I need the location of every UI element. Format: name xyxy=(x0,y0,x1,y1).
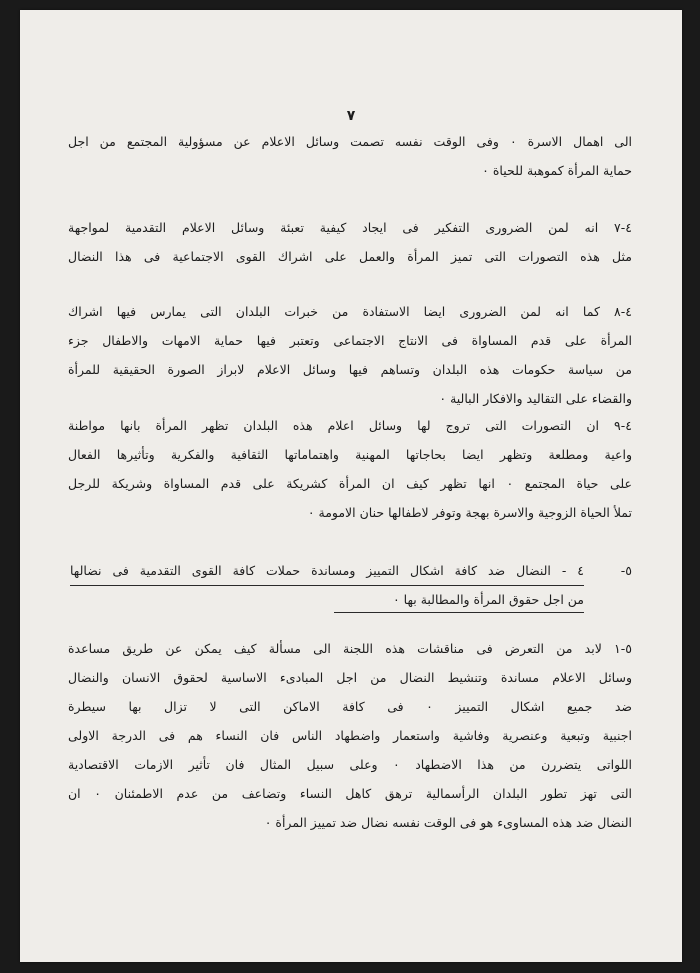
paragraph-4-7 xyxy=(68,213,632,271)
section-title-line1: ٤ - النضال ضد كافة اشكال التمييز ومساندة حملات كافة القوى التقدمية فى نضالها xyxy=(70,556,584,586)
paragraph-4-8 xyxy=(68,297,632,413)
section-title-line2: من اجل حقوق المرأة والمطالبة بها ٠ xyxy=(392,592,584,607)
text-line: النضال ضد هذه المساوىء هو فى الوقت نفسه نضال ضد تمييز المرأة ٠ xyxy=(264,815,632,830)
text-line: ضد جميع اشكال التمييز ٠ فى كافة الاماكن التى لا تزال بها سيطرة xyxy=(68,699,632,714)
text-line: اللواتى يتضررن من هذا الاضطهاد ٠ وعلى سبيل المثال فان تأثير الازمات الاقتصادية xyxy=(68,757,632,772)
text-line: من سياسة حكومات هذه البلدان وتساهم فيها وسائل الاعلام لابراز الصورة الحقيقية للمرأة xyxy=(68,362,632,377)
text-line: ٤-٧ انه لمن الضرورى التفكير فى ايجاد كيفية تعبئة وسائل الاعلام التقدمية لمواجهة xyxy=(68,220,632,235)
underline xyxy=(334,612,584,613)
text-line: وسائل الاعلام مساندة وتنشيط النضال من اجل المبادىء الاساسية لحقوق الانسان والنضال xyxy=(68,670,632,685)
document-page xyxy=(20,10,682,962)
text-line: اجنبية وتبعية وعنصرية وفاشية واستعمار واضطهاد الناس فان النساء هم فى الدرجة الاولى xyxy=(68,728,632,743)
text-line: مثل هذه التصورات التى تميز المرأة والعمل على اشراك القوى الاجتماعية فى هذا النضال xyxy=(68,249,632,264)
text-line: واعية ومطلعة وتظهر ايضا بحاجاتها المهنية واهتماماتها الثقافية والفكرية وتأثيرها الفعال xyxy=(68,447,632,462)
paragraph-1 xyxy=(68,127,632,185)
page-number: ٧ xyxy=(346,108,356,124)
text-line: ٤-٨ كما انه لمن الضرورى ايضا الاستفادة من خبرات البلدان التى يمارس فيها اشراك xyxy=(68,304,632,319)
text-line: الى اهمال الاسرة ٠ وفى الوقت نفسه تصمت وسائل الاعلام عن مسؤولية المجتمع من اجل xyxy=(68,134,632,149)
text-line: تملأ الحياة الزوجية والاسرة بهجة وتوفر لاطفالها حنان الامومة ٠ xyxy=(307,505,632,520)
text-line: المرأة على قدم المساواة فى الانتاج الاجتماعى وتعتبر فيها حماية الامهات والاطفال جزء xyxy=(68,333,632,348)
section-number: ٥- xyxy=(620,563,632,578)
paragraph-4-9 xyxy=(68,411,632,527)
paragraph-5-1 xyxy=(68,634,632,837)
text-line: ٤-٩ ان التصورات التى تروج لها وسائل اعلام هذه البلدان تظهر المرأة بانها مواطنة xyxy=(68,418,632,433)
text-line: والقضاء على التقاليد والافكار البالية ٠ xyxy=(439,391,632,406)
section-5-heading xyxy=(68,556,632,614)
text-line: ٥-١ لابد من التعرض فى مناقشات هذه اللجنة الى مسألة كيف يمكن عن طريق مساعدة xyxy=(68,641,632,656)
text-line: التى تهز تطور البلدان الرأسمالية ترهق كاهل النساء وتضاعف من عدم الاطمئنان ٠ ان xyxy=(68,786,632,801)
text-line: حماية المرأة كموهبة للحياة ٠ xyxy=(482,163,632,178)
text-line: على حياة المجتمع ٠ انها تظهر كيف ان المرأة كشريكة على قدم المساواة وشريكة للرجل xyxy=(68,476,632,491)
